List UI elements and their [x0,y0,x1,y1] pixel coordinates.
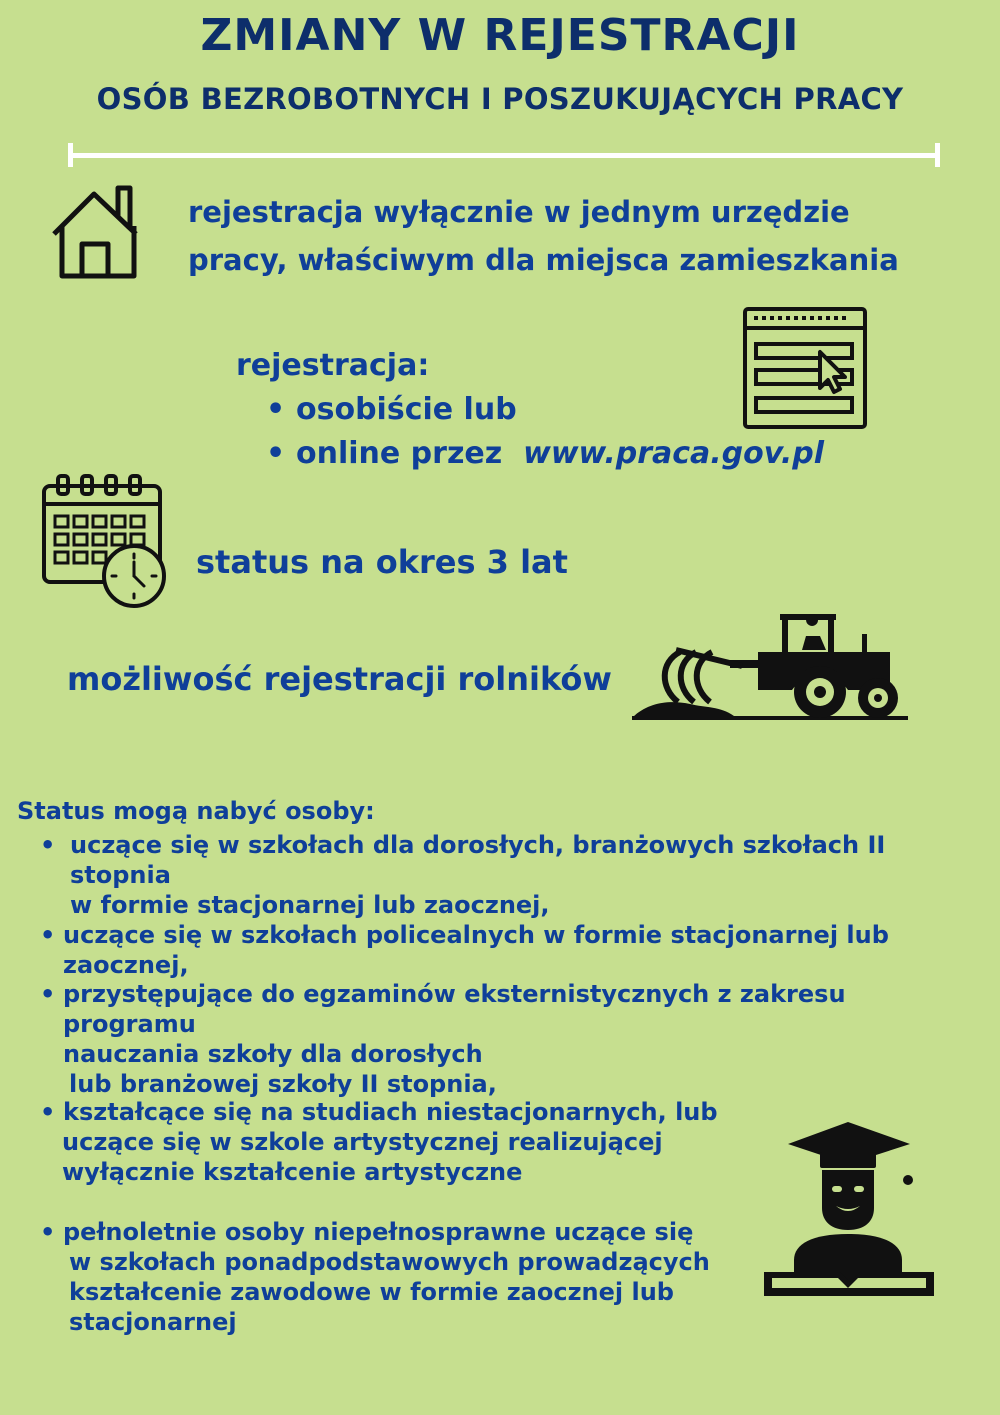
page-title: ZMIANY W REJESTRACJI [200,10,800,61]
residence-line-1: rejestracja wyłącznie w jednym urzędzie [188,195,850,229]
list-item-line: uczące się w szkołach policealnych w formie stacjonarnej lub zaocznej, [63,921,889,979]
list-item-line: stacjonarnej [69,1308,237,1336]
residence-text [188,188,899,284]
list-item-line: kształcące się na studiach niestacjonarnych, lub [63,1098,718,1126]
list-item-line: lub branżowej szkoły II stopnia, [69,1070,497,1098]
calendar-clock-icon [40,474,170,610]
list-item-line: uczące się w szkołach dla dorosłych, branżowych szkołach II stopnia [70,831,886,889]
residence-line-2: pracy, właściwym dla miejsca zamieszkania [188,243,899,277]
list-item-line: kształcenie zawodowe w formie zaocznej lub [69,1278,674,1306]
registration-url-link[interactable]: www.praca.gov.pl [523,436,825,471]
list-item: • przystępujące do egzaminów eksternistycznych z zakresu programu nauczania szkoły dla dorosłych lub branżowej szkoły II stopnia, [40,979,980,1099]
header-divider [68,151,940,159]
student-reading-icon [760,1118,940,1304]
page-subtitle: OSÓB BEZROBOTNYCH I POSZUKUJĄCYCH PRACY [96,82,904,116]
list-item: • kształcące się na studiach niestacjonarnych, lub uczące się w szkole artystycznej realizującej wyłącznie kształcenie artystyczne [40,1097,740,1187]
list-item-line: uczące się w szkole artystycznej realizującej [62,1128,663,1156]
list-item: • pełnoletnie osoby niepełnosprawne uczące się w szkołach ponadpodstawowych prowadzących kształcenie zawodowe w formie zaocznej lub stacjonarnej [40,1217,740,1337]
web-form-icon [742,306,868,430]
online-label: online przez [296,436,503,471]
registration-block [236,344,824,476]
registration-options [266,388,824,476]
farmers-text: możliwość rejestracji rolników [67,660,612,698]
status-text: status na okres 3 lat [196,543,568,581]
list-item: • uczące się w szkołach dla dorosłych, branżowych szkołach II stopnia w formie stacjonarnej lub zaocznej, [40,830,980,920]
list-item-line: pełnoletnie osoby niepełnosprawne uczące się [63,1218,694,1246]
list-item-line: przystępujące do egzaminów eksternistycznych z zakresu programu [63,980,846,1038]
registration-option-in-person: • osobiście lub [266,388,824,432]
eligibility-heading: Status mogą nabyć osoby: [17,797,375,825]
registration-option-online [266,432,824,476]
list-item-line: wyłącznie kształcenie artystyczne [62,1158,523,1186]
list-item-line: nauczania szkoły dla dorosłych [63,1040,483,1068]
house-icon [48,182,144,280]
list-item-line: w formie stacjonarnej lub zaocznej, [70,891,550,919]
list-item: • uczące się w szkołach policealnych w formie stacjonarnej lub zaocznej, [40,920,990,980]
tractor-icon [630,612,910,724]
registration-heading: rejestracja: [236,348,430,383]
list-item-line: w szkołach ponadpodstawowych prowadzących [69,1248,710,1276]
